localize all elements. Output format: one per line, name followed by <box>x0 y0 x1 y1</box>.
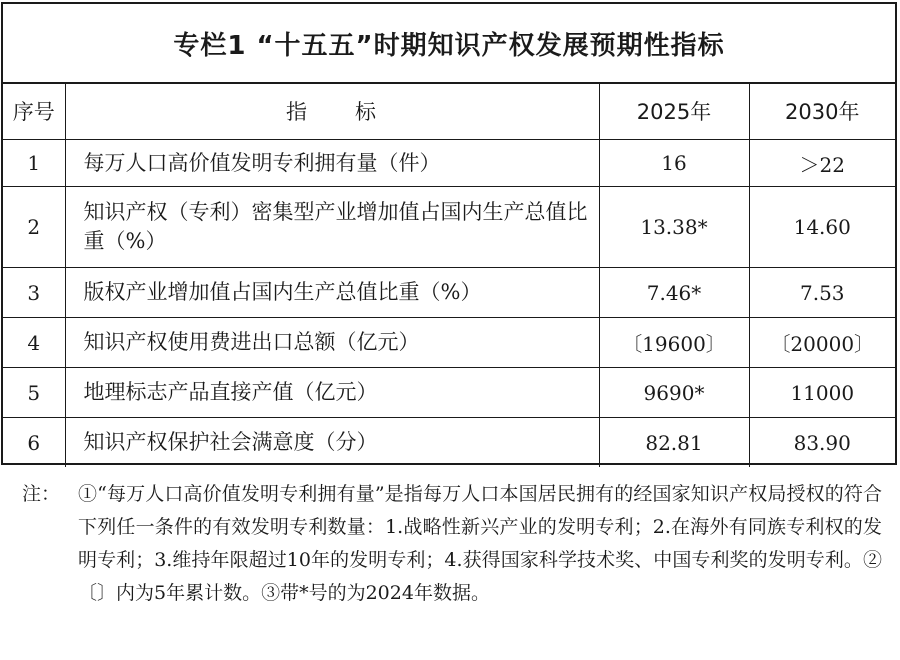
table-title: 专栏1 “十五五”时期知识产权发展预期性指标 <box>3 4 895 84</box>
table-row <box>3 140 895 187</box>
row-value-2030: 83.90 <box>749 418 895 468</box>
row-value-2030: 14.60 <box>749 187 895 268</box>
header-2025: 2025年 <box>599 83 749 140</box>
row-value-2025: 7.46* <box>599 268 749 318</box>
row-value-2025: 〔19600〕 <box>599 318 749 368</box>
row-value-2025: 9690* <box>599 368 749 418</box>
table-row <box>3 318 895 368</box>
row-no: 2 <box>3 187 65 268</box>
row-indicator: 版权产业增加值占国内生产总值比重（%） <box>65 268 599 318</box>
header-no: 序号 <box>3 83 65 140</box>
row-no: 6 <box>3 418 65 468</box>
row-value-2030: ＞22 <box>749 140 895 187</box>
row-indicator: 知识产权使用费进出口总额（亿元） <box>65 318 599 368</box>
row-value-2025: 16 <box>599 140 749 187</box>
row-indicator: 地理标志产品直接产值（亿元） <box>65 368 599 418</box>
indicator-table <box>3 83 895 467</box>
row-indicator: 每万人口高价值发明专利拥有量（件） <box>65 140 599 187</box>
row-no: 4 <box>3 318 65 368</box>
row-value-2030: 〔20000〕 <box>749 318 895 368</box>
indicator-table-box <box>1 2 897 465</box>
row-no: 5 <box>3 368 65 418</box>
row-value-2030: 11000 <box>749 368 895 418</box>
table-row <box>3 418 895 468</box>
table-row <box>3 268 895 318</box>
row-no: 1 <box>3 140 65 187</box>
row-no: 3 <box>3 268 65 318</box>
header-indicator <box>65 83 599 140</box>
row-value-2025: 82.81 <box>599 418 749 468</box>
row-indicator: 知识产权保护社会满意度（分） <box>65 418 599 468</box>
header-row <box>3 83 895 140</box>
table-row <box>3 368 895 418</box>
footnote <box>22 478 882 610</box>
footnote-text: ①“每万人口高价值发明专利拥有量”是指每万人口本国居民拥有的经国家知识产权局授权的符合下列任一条件的有效发明专利数量：1.战略性新兴产业的发明专利；2.在海外有同族专利权的发明专利；3.维持年限超过10年的发明专利；4.获得国家科学技术奖、中国专利奖的发明专利。②〔〕内为5年累计数。③带*号的为2024年数据。 <box>78 483 882 604</box>
table-row <box>3 187 895 268</box>
row-value-2025: 13.38* <box>599 187 749 268</box>
row-indicator: 知识产权（专利）密集型产业增加值占国内生产总值比重（%） <box>65 187 599 268</box>
header-2030: 2030年 <box>749 83 895 140</box>
row-value-2030: 7.53 <box>749 268 895 318</box>
footnote-label: 注： <box>22 483 61 505</box>
header-indicator-label: 指 标 <box>286 100 378 124</box>
